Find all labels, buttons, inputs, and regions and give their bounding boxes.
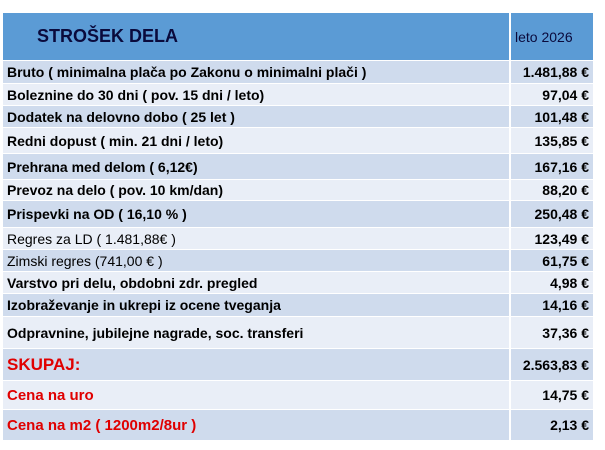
row-value: 1.481,88 € xyxy=(510,61,593,84)
price-per-hour-value: 14,75 € xyxy=(510,381,593,410)
row-label: Dodatek na delovno dobo ( 25 let ) xyxy=(3,106,510,128)
price-per-m2-row xyxy=(3,410,593,441)
table-row xyxy=(3,128,593,154)
table-row xyxy=(3,84,593,106)
row-label: Redni dopust ( min. 21 dni / leto) xyxy=(3,128,510,154)
row-value: 4,98 € xyxy=(510,272,593,294)
total-row xyxy=(3,349,593,381)
row-label: Izobraževanje in ukrepi iz ocene tveganja xyxy=(3,294,510,317)
table-header-row xyxy=(3,13,593,61)
row-label: Zimski regres (741,00 € ) xyxy=(3,250,510,272)
year-label: leto 2026 xyxy=(510,13,593,61)
table-row xyxy=(3,250,593,272)
row-label: Varstvo pri delu, obdobni zdr. pregled xyxy=(3,272,510,294)
row-value: 61,75 € xyxy=(510,250,593,272)
row-label: Odpravnine, jubilejne nagrade, soc. transferi xyxy=(3,317,510,349)
row-value: 123,49 € xyxy=(510,228,593,250)
table-row xyxy=(3,272,593,294)
table-row xyxy=(3,201,593,228)
price-per-hour-label: Cena na uro xyxy=(3,381,510,410)
row-value: 88,20 € xyxy=(510,180,593,201)
total-value: 2.563,83 € xyxy=(510,349,593,381)
row-value: 167,16 € xyxy=(510,154,593,180)
row-label: Regres za LD ( 1.481,88€ ) xyxy=(3,228,510,250)
row-value: 135,85 € xyxy=(510,128,593,154)
table-row xyxy=(3,228,593,250)
total-label: SKUPAJ: xyxy=(3,349,510,381)
price-per-m2-value: 2,13 € xyxy=(510,410,593,441)
row-label: Bruto ( minimalna plača po Zakonu o minimalni plači ) xyxy=(3,61,510,84)
table-row xyxy=(3,294,593,317)
row-label: Prispevki na OD ( 16,10 % ) xyxy=(3,201,510,228)
table-row xyxy=(3,180,593,201)
row-value: 101,48 € xyxy=(510,106,593,128)
row-value: 97,04 € xyxy=(510,84,593,106)
row-value: 250,48 € xyxy=(510,201,593,228)
row-value: 14,16 € xyxy=(510,294,593,317)
table-row xyxy=(3,317,593,349)
labor-cost-table xyxy=(3,12,593,441)
row-label: Prevoz na delo ( pov. 10 km/dan) xyxy=(3,180,510,201)
price-per-hour-row xyxy=(3,381,593,410)
table-title: STROŠEK DELA xyxy=(3,13,510,61)
table-row xyxy=(3,61,593,84)
price-per-m2-label: Cena na m2 ( 1200m2/8ur ) xyxy=(3,410,510,441)
row-label: Boleznine do 30 dni ( pov. 15 dni / leto) xyxy=(3,84,510,106)
row-label: Prehrana med delom ( 6,12€) xyxy=(3,154,510,180)
table-row xyxy=(3,154,593,180)
table-row xyxy=(3,106,593,128)
row-value: 37,36 € xyxy=(510,317,593,349)
